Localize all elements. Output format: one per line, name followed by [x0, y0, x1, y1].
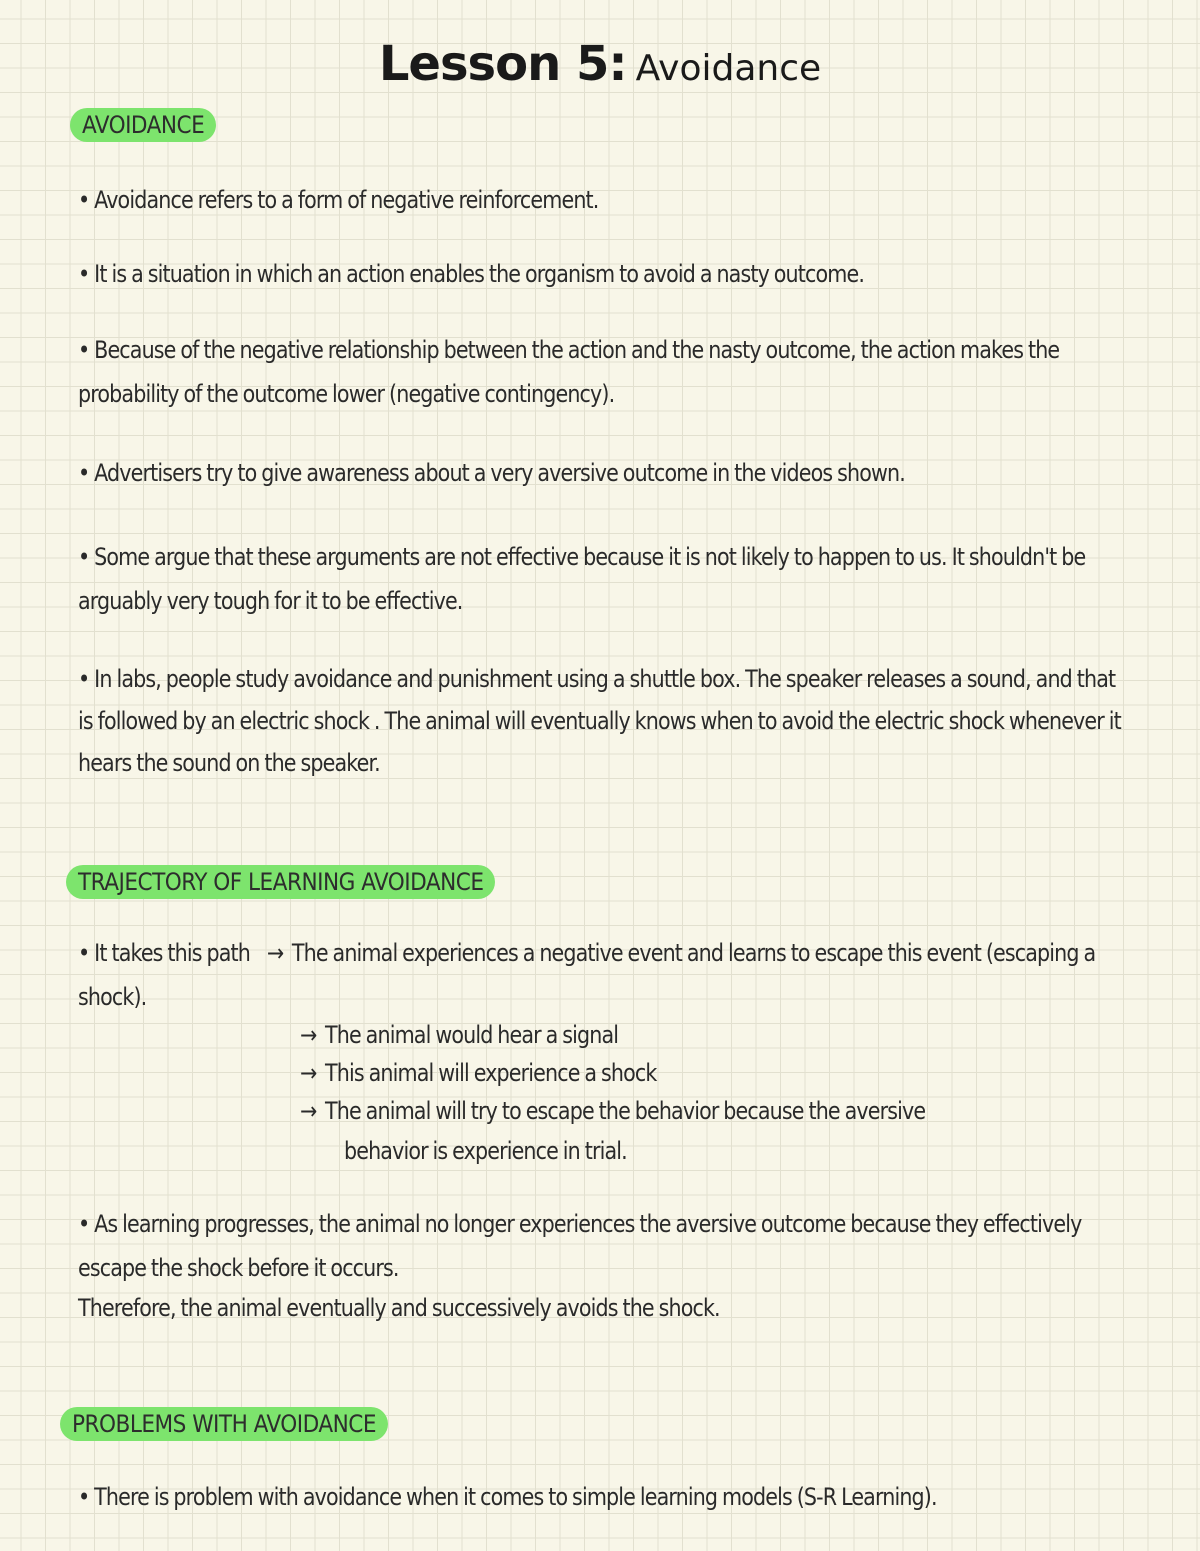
bullet-avoidance-3: • Because of the negative relationship between the action and the nasty outcome, the action makes the probability of the outcome lower (negative contingency).: [78, 336, 1060, 408]
arrow-icon: →: [300, 1021, 317, 1049]
trajectory-step-3: [300, 1092, 925, 1130]
bullet-avoidance-4: • Advertisers try to give awareness about a very aversive outcome in the videos shown.: [78, 459, 905, 487]
trajectory-progress: • As learning progresses, the animal no longer experiences the aversive outcome because they effectively escape the shock before it occurs.: [78, 1210, 1082, 1282]
trajectory-step-2: [300, 1054, 656, 1092]
step-text: This animal will experience a shock: [325, 1059, 657, 1087]
bullet-problems-1: • There is problem with avoidance when it comes to simple learning models (S-R Learning).: [78, 1483, 937, 1511]
page-title: [0, 36, 1200, 92]
trajectory-step-1: [300, 1016, 618, 1054]
heading-trajectory: TRAJECTORY OF LEARNING AVOIDANCE: [66, 865, 495, 899]
arrow-icon: →: [266, 939, 284, 967]
bullet-avoidance-2: • It is a situation in which an action enables the organism to avoid a nasty outcome.: [78, 260, 865, 288]
trajectory-path: [78, 931, 1127, 1019]
arrow-icon: →: [300, 1097, 317, 1125]
bullet-avoidance-6: • In labs, people study avoidance and punishment using a shuttle box. The speaker releases a sound, and that is followed by an electric shock . The animal will eventually knows when to avoid the electric shock whenever it hears the sound on the speaker.: [78, 665, 1121, 777]
lesson-number: Lesson 5:: [378, 36, 627, 92]
heading-problems: PROBLEMS WITH AVOIDANCE: [60, 1407, 388, 1441]
trajectory-intro: • It takes this path: [78, 939, 250, 967]
bullet-avoidance-5: • Some argue that these arguments are not effective because it is not likely to happen to us. It shouldn't be arguably very tough for it to be effective.: [78, 543, 1086, 615]
heading-avoidance: AVOIDANCE: [70, 108, 216, 142]
arrow-icon: →: [300, 1059, 317, 1087]
lesson-topic: Avoidance: [635, 48, 822, 89]
trajectory-first-step: The animal experiences a negative event and learns to escape this event (escaping a shock).: [78, 939, 1096, 1011]
step-text: The animal would hear a signal: [325, 1021, 619, 1049]
step-text: The animal will try to escape the behavior because the aversive: [325, 1097, 926, 1125]
trajectory-step-3-continuation: behavior is experience in trial.: [344, 1137, 627, 1165]
trajectory-conclusion: Therefore, the animal eventually and successively avoids the shock.: [78, 1294, 720, 1322]
bullet-avoidance-1: • Avoidance refers to a form of negative reinforcement.: [78, 186, 599, 214]
